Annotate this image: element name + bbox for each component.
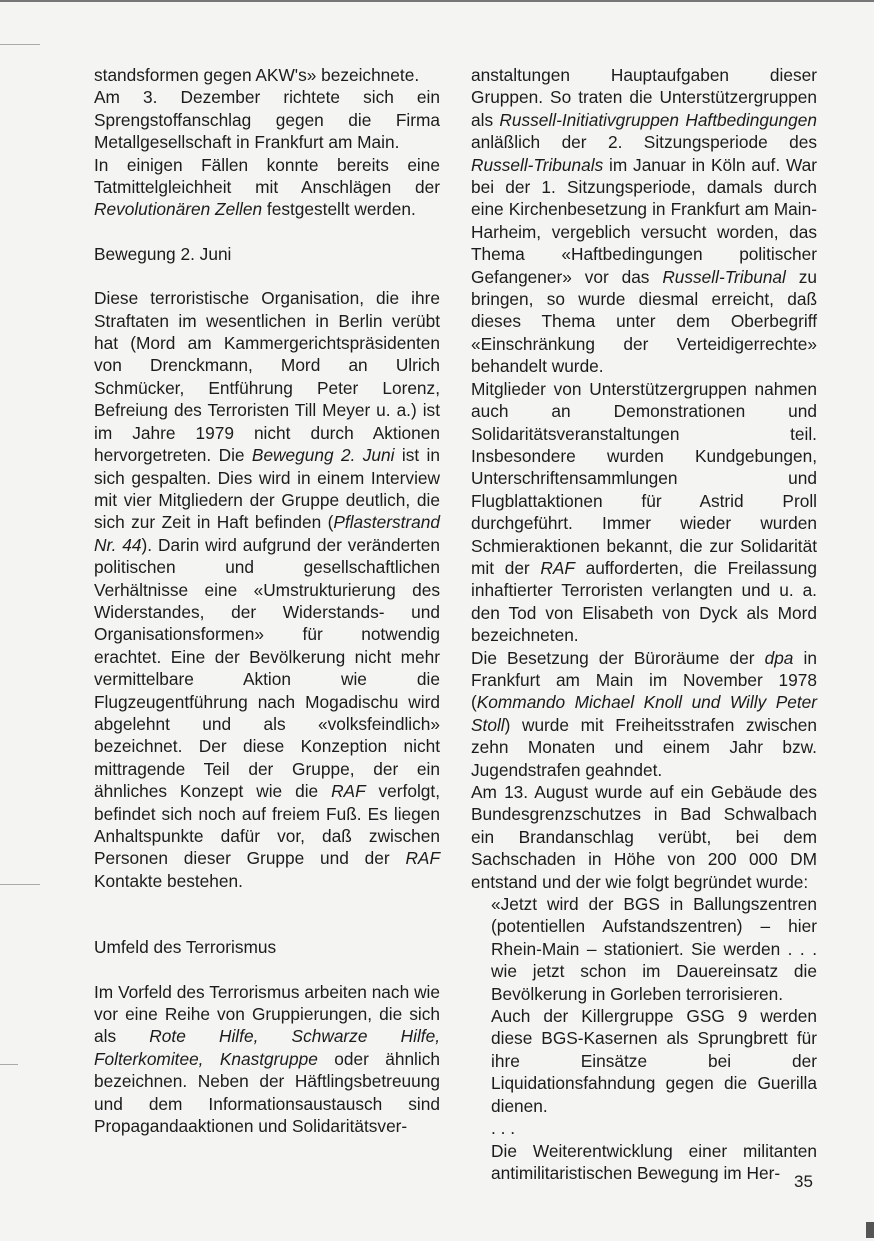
quote-ellipsis: . . . xyxy=(491,1118,516,1139)
paragraph: Die Besetzung der Büroräume der dpa in Frankfurt am Main im November 1978 (Kommando Michael Knoll und Willy Peter Stoll) wurde mit Freiheitsstrafen zwischen zehn Monaten und einem Jahr bzw. Jugendstrafen geahndet. xyxy=(471,647,817,780)
paragraph: Am 13. August wurde auf ein Gebäude des Bundesgrenzschutzes in Bad Schwalbach ein Brandanschlag verübt, bei dem Sachschaden in Höhe von 200 000 DM entstand und der wie folgt begründet wurde: xyxy=(471,782,817,892)
left-column xyxy=(94,64,440,1137)
paragraph: Mitglieder von Unterstützergruppen nahmen auch an Demonstrationen und Solidaritätsveranstaltungen teil. Insbesondere wurden Kundgebungen, Unterschriftensammlungen und Flugblattaktionen für Astrid Proll durchgeführt. Immer wieder wurden Schmieraktionen bekannt, die zur Solidarität mit der RAF aufforderten, die Freilassung inhaftierter Terroristen verlangten und u. a. den Tod von Elisabeth von Dyck als Mord bezeichneten. xyxy=(471,378,817,646)
paragraph: standsformen gegen AKW's» bezeichnete. xyxy=(94,65,420,85)
scan-artifact xyxy=(0,44,40,45)
scan-artifact xyxy=(0,1064,18,1065)
page-top-rule xyxy=(0,0,874,6)
paragraph: In einigen Fällen konnte bereits eine Tatmittelgleichheit mit Anschlägen der Revolutionären Zellen festgestellt werden. xyxy=(94,154,440,220)
section-heading: Umfeld des Terrorismus xyxy=(94,937,277,958)
paragraph: Diese terroristische Organisation, die ihre Straftaten im wesentlichen in Berlin verübt hat (Mord am Kammergerichtspräsidenten von Drenckmann, Mord an Ulrich Schmücker, Entführung Peter Lorenz, Befreiung des Terroristen Till Meyer u. a.) ist im Jahre 1979 nicht durch Aktionen hervorgetreten. Die Bewegung 2. Juni ist in sich gespalten. Dies wird in einem Interview mit vier Mitgliedern der Gruppe deutlich, die sich zur Zeit in Haft befinden (Pflasterstrand Nr. 44). Darin wird aufgrund der veränderten politischen und gesellschaftlichen Verhältnisse eine «Umstrukturierung des Widerstandes, der Widerstands- und Organisationsformen» für notwendig erachtet. Eine der Bevölkerung nicht mehr vermittelbare Aktion wie die Flugzeugentführung nach Mogadischu wird abgelehnt und als «volksfeindlich» bezeichnet. Der diese Konzeption nicht mittragende Teil der Gruppe, der ein ähnliches Konzept wie die RAF verfolgt, befindet sich noch auf freiem Fuß. Es liegen Anhaltspunkte dafür vor, daß zwischen Personen dieser Gruppe und der RAF Kontakte bestehen. xyxy=(94,288,441,891)
scan-edge-mark xyxy=(866,1222,874,1238)
paragraph: anstaltungen Hauptaufgaben dieser Gruppen. So traten die Unterstützergruppen als Russell-Initiativgruppen Haftbedingungen anläßlich der 2. Sitzungsperiode des Russell-Tribunals im Januar in Köln auf. War bei der 1. Sitzungsperiode, damals durch eine Kirchenbesetzung in Frankfurt am Main-Harheim, vergeblich versucht worden, das Thema «Haftbedingungen politischer Gefangener» vor das Russell-Tribunal zu bringen, so wurde diesmal erreicht, daß dieses Thema unter dem Oberbegriff «Einschränkung der Verteidigerrechte» behandelt wurde. xyxy=(471,65,817,377)
scan-artifact xyxy=(0,884,40,885)
right-column xyxy=(471,64,817,1184)
paragraph: Im Vorfeld des Terrorismus arbeiten nach wie vor eine Reihe von Gruppierungen, die sich als Rote Hilfe, Schwarze Hilfe, Folterkomitee, Knastgruppe oder ähnlich bezeichnen. Neben der Häftlingsbetreuung und dem Informationsaustausch sind Propagandaaktionen und Solidaritätsver- xyxy=(94,981,440,1137)
quote-paragraph: Auch der Killergruppe GSG 9 werden diese BGS-Kasernen als Sprungbrett für ihre Einsätze bei der Liquidationsfahndung gegen die Guerilla dienen. xyxy=(491,1006,817,1116)
paragraph: Am 3. Dezember richtete sich ein Sprengstoffanschlag gegen die Firma Metallgesellschaft in Frankfurt am Main. xyxy=(94,87,440,153)
page-number: 35 xyxy=(794,1172,813,1191)
section-heading: Bewegung 2. Juni xyxy=(94,243,232,264)
quote-paragraph: «Jetzt wird der BGS in Ballungszentren (potentiellen Aufstandszentren) – hier Rhein-Main – stationiert. Sie werden . . . wie jetzt schon im Dauereinsatz die Bevölkerung in Gorleben terrorisieren. xyxy=(491,894,817,1004)
quote-paragraph: Die Weiterentwicklung einer militanten antimilitaristischen Bewegung im Her- xyxy=(491,1140,817,1183)
